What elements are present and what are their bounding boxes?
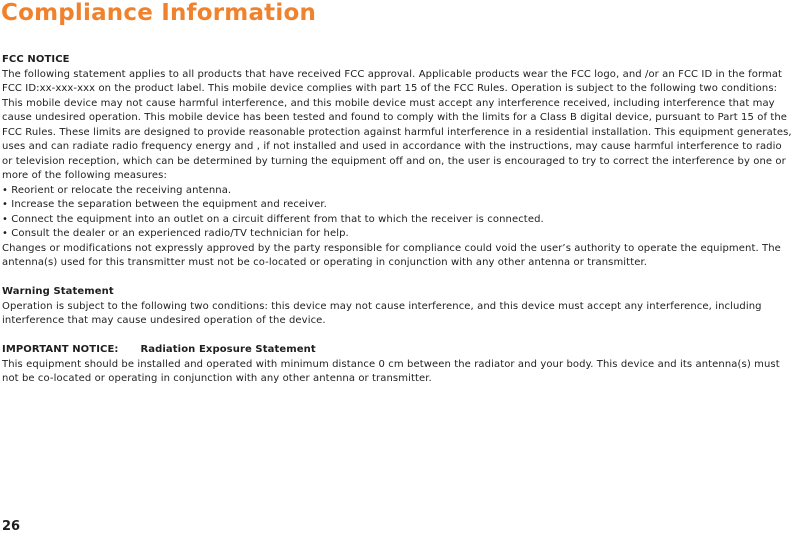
important-notice-label: IMPORTANT NOTICE:: [2, 344, 119, 355]
fcc-notice-intro: The following statement applies to all products that have received FCC approval. Applicable products wear the FCC logo, and /or an FCC ID in the format FCC ID:xx-xxx-xxx on the product label. This mobile device complies with part 15 of the FCC Rules. Operation is subject to the following two conditions: This mobile device may not cause harmful interference, and this mobile device must accept any interference received, including interference that may cause undesired operation. This mobile device has been tested and found to comply with the limits for a Class B digital device, pursuant to Part 15 of the FCC Rules. These limits are designed to provide reasonable protection against harmful interference in a residential installation. This equipment generates, uses and can radiate radio frequency energy and , if not installed and used in accordance with the instructions, may cause harmful interference to radio or television reception, which can be determined by turning the equipment off and on, the user is encouraged to try to correct the interference by one or more of the following measures:: [2, 68, 792, 181]
list-item: • Increase the separation between the equipment and receiver.: [2, 198, 794, 213]
list-item: • Connect the equipment into an outlet on a circuit different from that to which the receiver is connected.: [2, 213, 794, 228]
important-notice-heading-row: [2, 343, 794, 358]
page-number: 26: [2, 519, 21, 534]
fcc-notice-heading: FCC NOTICE: [2, 54, 70, 65]
warning-text: Operation is subject to the following two conditions: this device may not cause interference, and this device must accept any interference, including interference that may cause undesired operation of the device.: [2, 300, 762, 326]
compliance-content: [2, 53, 794, 401]
list-item: • Reorient or relocate the receiving antenna.: [2, 184, 794, 199]
radiation-exposure-text: This equipment should be installed and operated with minimum distance 0 cm between the radiator and your body. This device and its antenna(s) must not be co-located or operating in conjunction with any other antenna or transmitter.: [2, 358, 780, 384]
important-notice-section: [2, 343, 794, 387]
page-title: Compliance Information: [1, 0, 317, 26]
list-item: • Consult the dealer or an experienced radio/TV technician for help.: [2, 227, 794, 242]
fcc-notice-section: [2, 53, 794, 271]
radiation-exposure-heading: Radiation Exposure Statement: [140, 344, 316, 355]
warning-section: [2, 285, 794, 329]
fcc-measures-list: [2, 184, 794, 242]
fcc-notice-closing: Changes or modifications not expressly approved by the party responsible for compliance could void the user’s authority to operate the equipment. The antenna(s) used for this transmitter must not be co-located or operating in conjunction with any other antenna or transmitter.: [2, 242, 781, 268]
warning-heading: Warning Statement: [2, 286, 114, 297]
